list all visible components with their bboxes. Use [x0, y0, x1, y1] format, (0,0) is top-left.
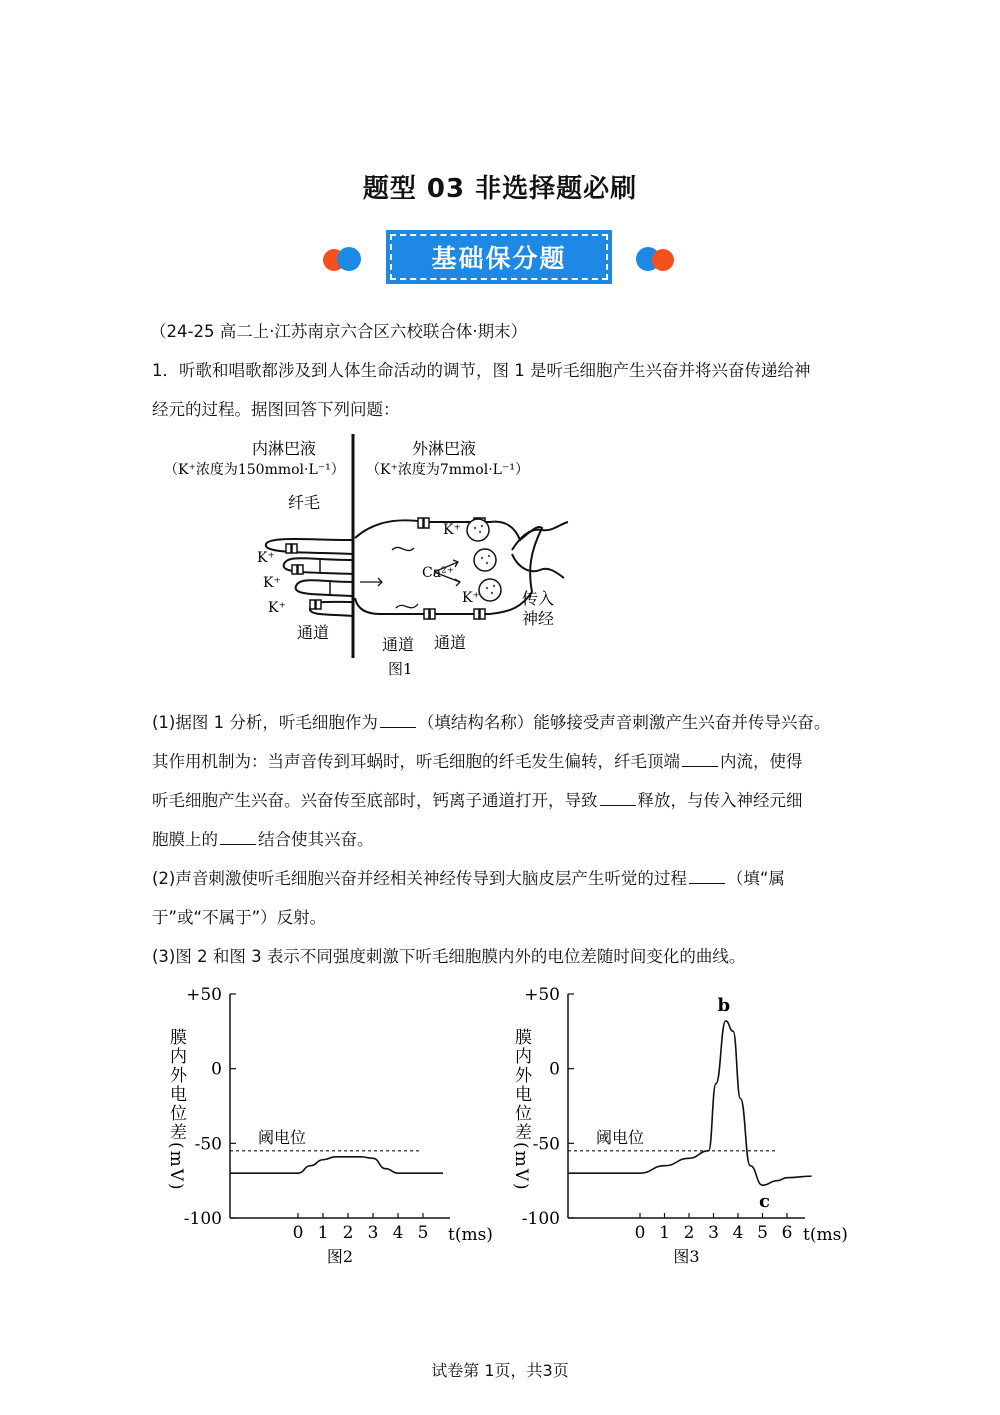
part2-text-b: （填“属	[726, 869, 785, 888]
x-tick-label: 0	[292, 1223, 304, 1243]
x-tick-label: 5	[417, 1223, 429, 1243]
threshold-label: 阈电位	[258, 1127, 307, 1147]
figure-3-chart	[505, 980, 865, 1270]
part1-text-e: 听毛细胞产生兴奋。兴奋传至底部时，钙离子通道打开，导致	[152, 791, 598, 810]
x-tick-label: 2	[683, 1223, 695, 1243]
question-stem-2: 经元的过程。据图回答下列问题：	[152, 400, 400, 419]
k-ion-label-5: K⁺	[462, 590, 480, 606]
part1-text-f: 释放，与传入神经元细	[637, 791, 803, 810]
part1-line4	[152, 830, 374, 850]
part3-line1: (3)图 2 和图 3 表示不同强度刺激下听毛细胞膜内外的电位差随时间变化的曲线。	[152, 947, 746, 966]
inner-fluid-label: 内淋巴液	[252, 439, 317, 458]
part1-text-d: 内流，使得	[720, 752, 803, 771]
part1-text-g: 胞膜上的	[152, 830, 218, 849]
ca-ion-label: Ca²⁺	[422, 565, 455, 581]
part1-line3	[152, 791, 803, 811]
section-badge	[320, 228, 680, 290]
afferent-label-1: 传入	[522, 589, 555, 608]
cilia-label: 纤毛	[288, 493, 321, 512]
inner-conc-label: （K⁺浓度为150mmol·L⁻¹）	[164, 462, 345, 478]
x-tick-label: 6	[781, 1223, 793, 1243]
part1-line1	[152, 713, 830, 733]
page-footer: 试卷第 1页，共3页	[431, 1361, 569, 1380]
answer-blank-5[interactable]	[689, 869, 725, 884]
part1-text-b: （填结构名称）能够接受声音刺激产生兴奋并传导兴奋。	[417, 713, 831, 732]
decor-dot-right-orange	[652, 249, 674, 271]
figure-1-diagram	[160, 432, 580, 680]
y-tick-label: -50	[532, 1134, 560, 1155]
x-tick-label: 4	[732, 1223, 744, 1243]
channel-label-3: 通道	[434, 633, 467, 652]
afferent-label-2: 神经	[522, 609, 555, 628]
y-tick-label: 0	[549, 1059, 560, 1080]
y-tick-label: -100	[521, 1209, 560, 1229]
page-title: 题型 03 非选择题必刷	[362, 174, 638, 204]
outer-conc-label: （K⁺浓度为7mmol·L⁻¹）	[366, 462, 529, 478]
x-tick-label: 1	[317, 1223, 329, 1243]
x-tick-label: 4	[392, 1223, 404, 1243]
answer-blank-2[interactable]	[682, 752, 718, 767]
decor-dot-left-blue	[337, 247, 361, 271]
x-tick-label: 0	[634, 1223, 646, 1243]
answer-blank-1[interactable]	[380, 713, 416, 728]
y-axis-label: 膜内外电位差(mV)	[511, 1028, 531, 1192]
k-ion-label-2: K⁺	[263, 575, 281, 591]
y-tick-label: 0	[211, 1059, 222, 1080]
y-tick-label: +50	[186, 985, 222, 1005]
chart-caption: 图3	[673, 1247, 700, 1266]
part1-text-a: (1)据图 1 分析，听毛细胞作为	[152, 713, 378, 732]
part1-text-h: 结合使其兴奋。	[258, 830, 374, 849]
badge-label: 基础保分题	[390, 234, 608, 280]
point-label-c: c	[759, 1191, 770, 1213]
part1-text-c: 其作用机制为：当声音传到耳蜗时，听毛细胞的纤毛发生偏转，纤毛顶端	[152, 752, 680, 771]
k-ion-label-3: K⁺	[268, 600, 286, 616]
outer-fluid-label: 外淋巴液	[412, 439, 477, 458]
channel-label-1: 通道	[297, 623, 330, 642]
channel-label-2: 通道	[382, 635, 415, 654]
chart-caption: 图2	[326, 1247, 354, 1266]
k-ion-label-1: K⁺	[257, 550, 275, 566]
part2-line2: 于”或“不属于”）反射。	[152, 908, 327, 927]
part2-line1	[152, 869, 785, 889]
y-tick-label: +50	[524, 985, 560, 1005]
figure-1-caption: 图1	[388, 660, 413, 678]
y-axis-label: 膜内外电位差(mV)	[166, 1028, 186, 1192]
y-tick-label: -100	[183, 1209, 222, 1229]
y-tick-label: -50	[194, 1134, 222, 1155]
part2-text-a: (2)声音刺激使听毛细胞兴奋并经相关神经传导到大脑皮层产生听觉的过程	[152, 869, 687, 888]
point-label-b: b	[717, 994, 731, 1016]
question-stem-1: 1．听歌和唱歌都涉及到人体生命活动的调节，图 1 是听毛细胞产生兴奋并将兴奋传递给神	[152, 361, 811, 380]
series-line	[230, 1157, 443, 1173]
x-axis-label: t(ms)	[448, 1225, 493, 1245]
figure-2-chart	[160, 980, 510, 1270]
badge-box	[386, 230, 612, 284]
answer-blank-3[interactable]	[600, 791, 636, 806]
x-tick-label: 1	[659, 1223, 670, 1243]
k-ion-label-4: K⁺	[443, 522, 461, 538]
question-source: （24-25 高二上·江苏南京六合区六校联合体·期末）	[150, 322, 528, 341]
x-tick-label: 5	[757, 1223, 768, 1243]
x-tick-label: 3	[367, 1223, 379, 1243]
x-tick-label: 2	[342, 1223, 354, 1243]
series-line	[568, 1021, 812, 1185]
x-tick-label: 3	[708, 1223, 719, 1243]
part1-line2	[152, 752, 803, 772]
threshold-label: 阈电位	[596, 1127, 645, 1147]
x-axis-label: t(ms)	[803, 1225, 848, 1245]
answer-blank-4[interactable]	[220, 830, 256, 845]
